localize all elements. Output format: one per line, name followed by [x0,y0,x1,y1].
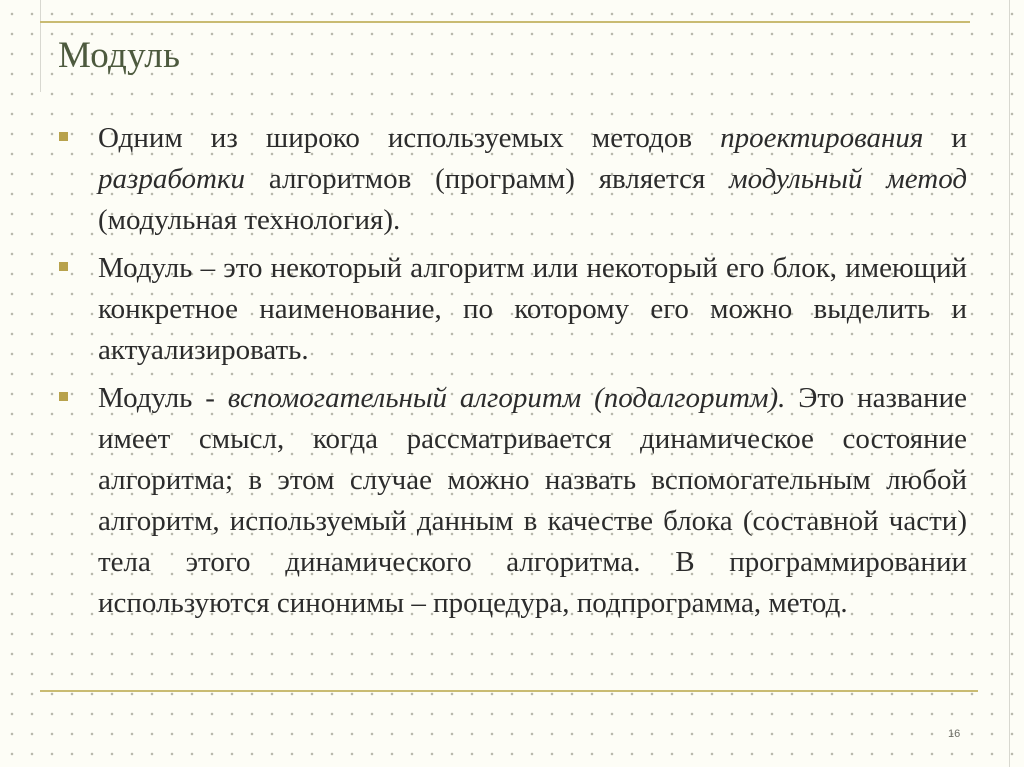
bullet-item-1 [55,118,967,241]
slide-title: Модуль [58,35,181,76]
bullet-list [55,118,967,631]
bullet-text: Одним из широко используемых методов проектирования и разработки алгоритмов (программ) является модульный метод (модульная технология). [98,122,967,236]
bullet-text: Модуль – это некоторый алгоритм или некоторый его блок, имеющий конкретное наименование, по которому его можно выделить и актуализировать. [98,252,967,366]
square-bullet-icon [59,262,68,271]
slide-frame-left [40,0,41,92]
square-bullet-icon [59,132,68,141]
bullet-text: Модуль - вспомогательный алгоритм (подалгоритм). Это название имеет смысл, когда рассматривается динамическое состояние алгоритма; в этом случае можно назвать вспомогательным любой алгоритм, используемый данным в качестве блока (составной части) тела этого динамического алгоритма. В программировании используются синонимы – процедура, подпрограмма, метод. [98,382,967,619]
title-rule-top [40,21,970,23]
page-number: 16 [948,728,961,740]
footer-rule [40,690,978,692]
slide-frame-right [1009,0,1010,767]
bullet-item-3 [55,378,967,624]
bullet-item-2 [55,248,967,371]
square-bullet-icon [59,392,68,401]
